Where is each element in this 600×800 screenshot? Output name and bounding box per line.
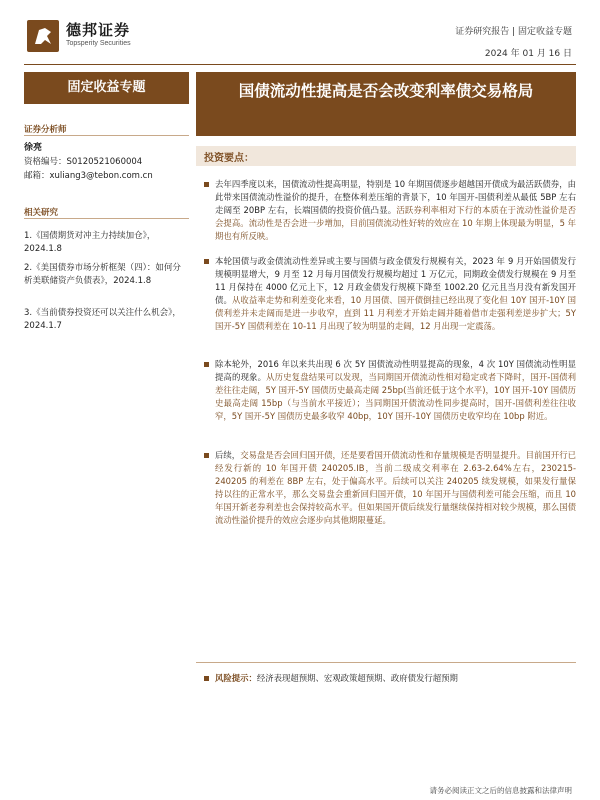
key-point-highlight: 从收益率走势和利差变化来看，10 月国债、国开债倒挂已经出现了变化但 10Y 国开-10Y 国债利差并未走阔而是进一步收窄，直到 11 月利差才开始走阔并随着借市走强利差逆步扩大；5Y 国开-5Y 国债利差在 10-11 月出现了较为明显的走阔，12 月出现一定震荡。 [215, 295, 576, 331]
risk-warning [204, 672, 576, 684]
risk-label: 风险提示： [215, 673, 257, 683]
analyst-cert: 资格编号：S0120521060004 [24, 157, 143, 167]
report-date: 2024 年 01 月 16 日 [484, 49, 572, 59]
related-item[interactable]: 3.《当前债券投资还可以关注什么机会》，2024.1.7 [24, 308, 181, 331]
analyst-section-label: 证券分析师 [24, 125, 67, 135]
bullet-icon [204, 676, 209, 681]
related-section-label: 相关研究 [24, 208, 59, 218]
report-title: 国债流动性提高是否会改变利率债交易格局 [196, 72, 576, 136]
brand-name: 德邦证券 [66, 21, 131, 39]
key-point-text: 本轮国债与政金债流动性差异或主要与国债与政金债发行规模有关，2023 年 9 月开始国债发行规模明显增大，9 月至 12 月每月国债发行规模均超过 1 万亿元，同期政金债发行规模在 9 月至 11 月保持在 4000 亿元上下，12 月政金债发行规模下降至 1002.20 亿元且当月没有新发国开债。 [215, 256, 576, 305]
bullet-icon [204, 259, 209, 264]
risk-text: 经济表现超预期、宏观政策超预期、政府债发行超预期 [256, 673, 458, 683]
legal-disclaimer: 请务必阅读正文之后的信息披露和法律声明 [429, 786, 572, 795]
key-point-text: 去年四季度以来，国债流动性提高明显，特别是 10 年期国债逐步超越国开债成为最活跃债券，由此带来国债流动性溢价的提升，在整体利差压缩的背景下，10 年国开-国债利差从最低 5BP 左右走阔至 20BP 左右，长端国债的投资价值凸显。 [215, 179, 576, 215]
key-points-header [196, 146, 576, 166]
analyst-name: 徐亮 [24, 143, 43, 153]
key-point [204, 178, 576, 243]
analyst-email[interactable]: 邮箱：xuliang3@tebon.com.cn [24, 171, 153, 181]
key-point-text: 除本轮外，2016 年以来共出现 6 次 5Y 国债流动性明显提高的现象，4 次 10Y 国债流动性明显提高的现象。 [215, 359, 576, 382]
bullet-icon [204, 453, 209, 458]
key-point-highlight: 从历史复盘结果可以发现，当同期国开债流动性相对稳定或者下降时，国开-国债利差往往走阔，5Y 国开-5Y 国债历史最高走阔 25bp(当前还低于这个水平)，10Y 国开-10Y 国债历史最高走阔 15bp（与当前水平接近）；当同期国开债流动性同步提高时，国开-国债利差往往收窄，5Y 国开-5Y 国债历史最多收窄 40bp，10Y 国开-10Y 国债历史收窄均在 10bp 附近。 [215, 372, 576, 421]
header-divider [24, 64, 576, 65]
bullet-icon [204, 362, 209, 367]
related-item[interactable]: 2.《美国债券市场分析框架（四）：如何分析美联储资产负债表》，2024.1.8 [24, 263, 181, 286]
report-type: 证券研究报告 | 固定收益专题 [455, 27, 572, 37]
analyst-divider [24, 135, 189, 136]
related-divider [24, 218, 189, 219]
risk-divider [196, 662, 576, 663]
key-point-highlight: 活跃券利率相对下行的本质在于流动性溢价是否会提高。流动性是否会进一步增加，目前国债流动性好转的效应在 10 年期上体现最为明显，5 年期也有所反映。 [215, 205, 576, 241]
key-point [204, 358, 576, 423]
bullet-icon [204, 182, 209, 187]
key-points-label: 投资要点： [204, 153, 254, 164]
company-logo [27, 20, 59, 52]
key-point-text: 后续， [215, 450, 241, 460]
related-item[interactable]: 1.《国债期货对冲主力持续加仓》，2024.1.8 [24, 231, 156, 254]
key-point-highlight: 交易盘是否会回归国开债，还是要看国开债流动性和存量规模是否明显提升。目前国开行已经发行新的 10 年国开债 240205.IB，当前二级成交利率在 2.63-2.64%左右，230215-240205 的利差在 8BP 左右，处于偏高水平。后续可以关注 240205 续发规模，如果发行量保持以往的正常水平，那么交易盘会重新回归国开债，10 年国开与国债利差可能会压缩，而且 10 年国开新老券利差也会保持较高水平。但如果国开债后续发行量继续保持相对较少规模，那么国债流动性溢价提升的效应会逐步向其他期限蔓延。 [215, 450, 576, 525]
key-point [204, 255, 576, 333]
key-point [204, 449, 576, 527]
sidebar-banner: 固定收益专题 [24, 72, 189, 104]
brand-name-en: Topsperity Securities [66, 40, 131, 47]
